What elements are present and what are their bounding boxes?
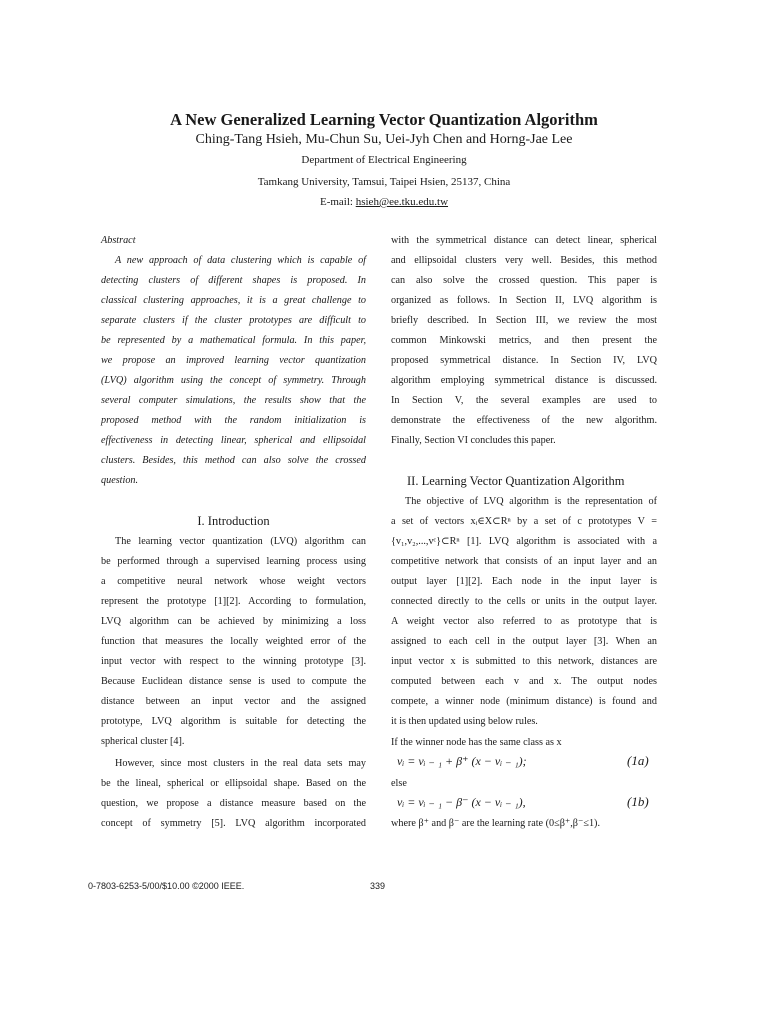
- abstract-line: clusters. Besides, this method can also solve the crossed: [101, 455, 366, 466]
- section2-line: A weight vector also referred to as prototype that is: [391, 616, 657, 627]
- email-link[interactable]: hsieh@ee.tku.edu.tw: [355, 196, 449, 208]
- paper-title: A New Generalized Learning Vector Quantization Algorithm: [170, 110, 598, 129]
- section-heading-introduction: I. Introduction: [197, 514, 270, 528]
- section2-line: computed between each v and x. The output nodes: [391, 676, 657, 687]
- page-number: 339: [370, 881, 386, 891]
- abstract-line: detecting clusters of different shapes is proposed. In: [101, 275, 366, 286]
- abstract-line: be represented by a mathematical formula. In this paper,: [101, 335, 366, 346]
- intro-line: LVQ algorithm can be achieved by minimizing a loss: [101, 616, 366, 627]
- equation-1a: vᵢ = vᵢ ₋ ₁ + β⁺ (x − vᵢ ₋ ₁);: [397, 754, 527, 768]
- section2-line: input vector x is submitted to this network, distances are: [391, 656, 657, 667]
- intro-line: Because Euclidean distance sense is used to compute the: [101, 676, 366, 687]
- copyright-notice: 0-7803-6253-5/00/$10.00 ©2000 IEEE.: [88, 881, 245, 891]
- section2-line: connected directly to the cells or units in the output layer.: [391, 596, 657, 607]
- intro-line: function that measures the locally weighted error of the: [101, 636, 366, 647]
- right-intro-line: common Minkowski metrics, and then present the: [391, 335, 657, 346]
- abstract-heading: Abstract: [101, 235, 136, 246]
- right-intro-line: briefly described. In Section III, we review the most: [391, 315, 657, 326]
- abstract-line: A new approach of data clustering which is capable of: [115, 255, 366, 266]
- else-label: else: [391, 778, 407, 789]
- winner-condition: If the winner node has the same class as x: [391, 737, 562, 748]
- abstract-line: proposed method with the random initialization is: [101, 415, 366, 426]
- abstract-line: effectiveness in detecting linear, spherical and ellipsoidal: [101, 435, 366, 446]
- department: Department of Electrical Engineering: [301, 154, 467, 166]
- right-intro-line: algorithm employing symmetrical distance is discussed.: [391, 375, 657, 386]
- equation-1b: vᵢ = vᵢ ₋ ₁ − β⁻ (x − vᵢ ₋ ₁),: [397, 795, 526, 809]
- section2-line: {v₁,v₂,...,vᶜ}⊂Rⁿ [1]. LVQ algorithm is associated with a: [391, 536, 657, 547]
- section2-line: it is then updated using below rules.: [391, 716, 538, 727]
- intro-line: input vector with respect to the winning prototype [3].: [101, 656, 366, 667]
- abstract-line: classical clustering approaches, it is a great challenge to: [101, 295, 366, 306]
- abstract-line: we propose an improved learning vector quantization: [101, 355, 366, 366]
- right-intro-line: can also solve the crossed question. This paper is: [391, 275, 657, 286]
- learning-rate-line: where β⁺ and β⁻ are the learning rate (0≤β⁺,β⁻≤1).: [391, 818, 600, 829]
- right-intro-line: Finally, Section VI concludes this paper.: [391, 435, 556, 446]
- intro-line: prototype, LVQ algorithm is suitable for detecting the: [101, 716, 366, 727]
- intro-line: However, since most clusters in the real data sets may: [115, 758, 366, 769]
- intro-line: a competitive neural network whose weight vectors: [101, 576, 366, 587]
- author-list: Ching-Tang Hsieh, Mu-Chun Su, Uei-Jyh Chen and Horng-Jae Lee: [195, 132, 573, 147]
- email-label: E-mail:: [319, 196, 353, 208]
- right-intro-line: with the symmetrical distance can detect linear, spherical: [391, 235, 657, 246]
- equation-1a-number: (1a): [627, 753, 649, 768]
- section2-line: The objective of LVQ algorithm is the representation of: [405, 496, 657, 507]
- section2-line: output layer [1][2]. Each node in the input layer is: [391, 576, 657, 587]
- section2-line: assigned to each cell in the output layer [3]. When an: [391, 636, 657, 647]
- abstract-line: (LVQ) algorithm using the concept of symmetry. Through: [101, 375, 366, 386]
- intro-line: The learning vector quantization (LVQ) algorithm can: [115, 536, 366, 547]
- abstract-line: several computer simulations, the results show that the: [101, 395, 366, 406]
- intro-line: question, we propose a distance measure based on the: [101, 798, 366, 809]
- equation-1b-number: (1b): [627, 794, 649, 809]
- right-intro-line: demonstrate the effectiveness of the new algorithm.: [391, 415, 657, 426]
- right-intro-line: In Section V, the several examples are used to: [391, 395, 657, 406]
- section-heading-lvq: II. Learning Vector Quantization Algorithm: [407, 474, 625, 488]
- email-line: [0, 196, 768, 208]
- intro-line: represent the prototype [1][2]. According to formulation,: [101, 596, 366, 607]
- right-intro-line: organized as follows. In Section II, LVQ algorithm is: [391, 295, 657, 306]
- abstract-line: question.: [101, 475, 139, 486]
- intro-line: distance between an input vector and the assigned: [101, 696, 366, 707]
- intro-line: spherical cluster [4].: [101, 736, 185, 747]
- intro-line: be performed through a supervised learning process using: [101, 556, 366, 567]
- right-intro-line: and ellipsoidal clusters very well. Besides, this method: [391, 255, 657, 266]
- section2-line: compete, a winner node (minimum distance) is found and: [391, 696, 657, 707]
- intro-line: be the lineal, spherical or ellipsoidal shape. Based on the: [101, 778, 366, 789]
- right-intro-line: proposed symmetrical distance. In Section IV, LVQ: [391, 355, 657, 366]
- intro-line: concept of symmetry [5]. LVQ algorithm incorporated: [101, 818, 366, 829]
- section2-line: competitive network that consists of an input layer and an: [391, 556, 657, 567]
- university-address: Tamkang University, Tamsui, Taipei Hsien, 25137, China: [257, 176, 511, 188]
- abstract-line: separate clusters if the cluster prototypes are difficult to: [101, 315, 366, 326]
- section2-line: a set of vectors xᵢ∈X⊂Rⁿ by a set of c prototypes V =: [391, 516, 657, 527]
